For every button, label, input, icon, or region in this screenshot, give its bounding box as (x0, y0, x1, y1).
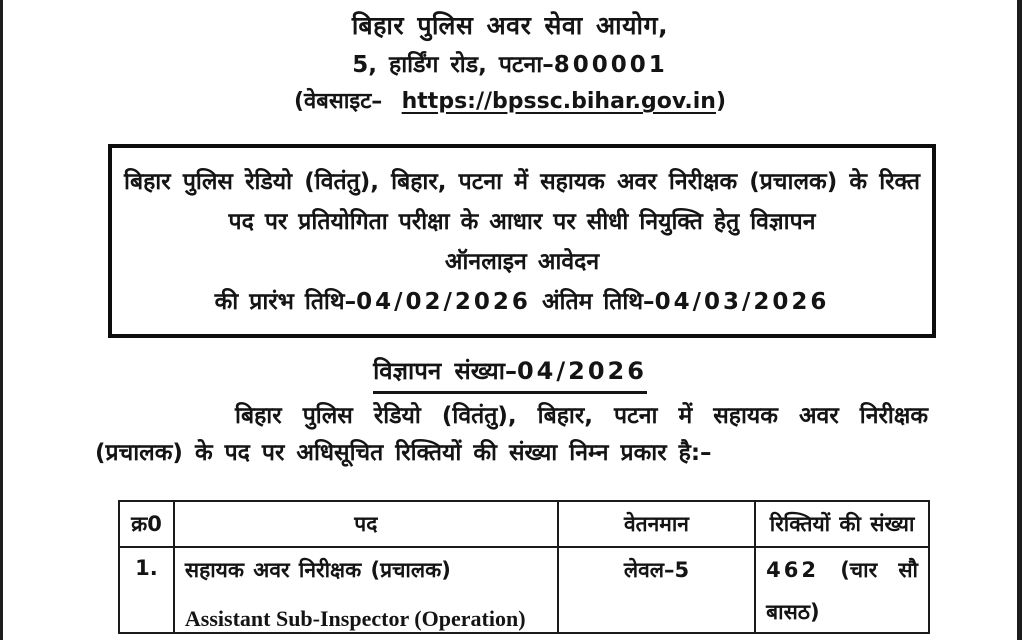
end-date: 04/03/2026 (654, 289, 830, 315)
address-pincode: 800001 (553, 52, 668, 78)
serial-cell: 1. (119, 547, 174, 633)
vacancy-number: 462 (766, 558, 820, 582)
start-date-label: की प्रारंभ तिथि– (214, 289, 357, 315)
pay-scale-cell: लेवल–5 (558, 547, 755, 633)
scan-edge-right (1017, 0, 1022, 640)
address-text: 5, हार्डिंग रोड, पटना– (352, 52, 554, 78)
scan-edge-left (0, 0, 3, 640)
post-name-hindi: सहायक अवर निरीक्षक (प्रचालक) (184, 558, 451, 582)
advertisement-number: 04/2026 (516, 357, 647, 385)
vacancy-words-line2: बासठ) (766, 600, 820, 624)
start-date: 04/02/2026 (356, 289, 531, 315)
organization-address (60, 46, 960, 84)
advertisement-number-heading (60, 354, 960, 394)
application-dates (124, 282, 920, 322)
header-serial: क्र0 (119, 501, 174, 547)
header-pay-scale: वेतनमान (558, 501, 755, 547)
advertisement-label: विज्ञापन संख्या– (373, 357, 517, 385)
website-line (60, 84, 960, 120)
end-date-label: अंतिम तिथि– (541, 289, 655, 315)
online-application-label: ऑनलाइन आवेदन (444, 249, 600, 275)
vacancy-table (118, 500, 930, 634)
website-close-paren: ) (715, 89, 727, 114)
intro-paragraph: बिहार पुलिस रेडियो (वितंतु), बिहार, पटना में सहायक अवर निरीक्षक (प्रचालक) के पद पर अधिसूचित रिक्तियों की संख्या निम्न प्रकार है:– (95, 403, 928, 466)
organization-name: बिहार पुलिस अवर सेवा आयोग, (351, 11, 669, 40)
vacancy-words-part2: सौ (898, 558, 918, 582)
notice-box (108, 144, 936, 338)
post-name-english: Assistant Sub-Inspector (Operation) (184, 606, 526, 631)
document-header (60, 6, 960, 120)
vacancy-cell (755, 547, 929, 633)
notice-text: बिहार पुलिस रेडियो (वितंतु), बिहार, पटना में सहायक अवर निरीक्षक (प्रचालक) के रिक्त पद पर प्रतियोगिता परीक्षा के आधार पर सीधी नियुक्ति हेतु विज्ञापन (124, 169, 920, 235)
vacancy-count-line (766, 556, 918, 584)
post-cell (174, 547, 558, 633)
header-vacancies: रिक्तियों की संख्या (755, 501, 929, 547)
website-label: (वेबसाइट– (293, 89, 383, 114)
vacancy-words-part1: (चार (840, 558, 878, 582)
website-link[interactable]: https://bpssc.bihar.gov.in (401, 89, 716, 114)
header-post: पद (174, 501, 558, 547)
table-row (119, 547, 929, 633)
table-header-row (119, 501, 929, 547)
